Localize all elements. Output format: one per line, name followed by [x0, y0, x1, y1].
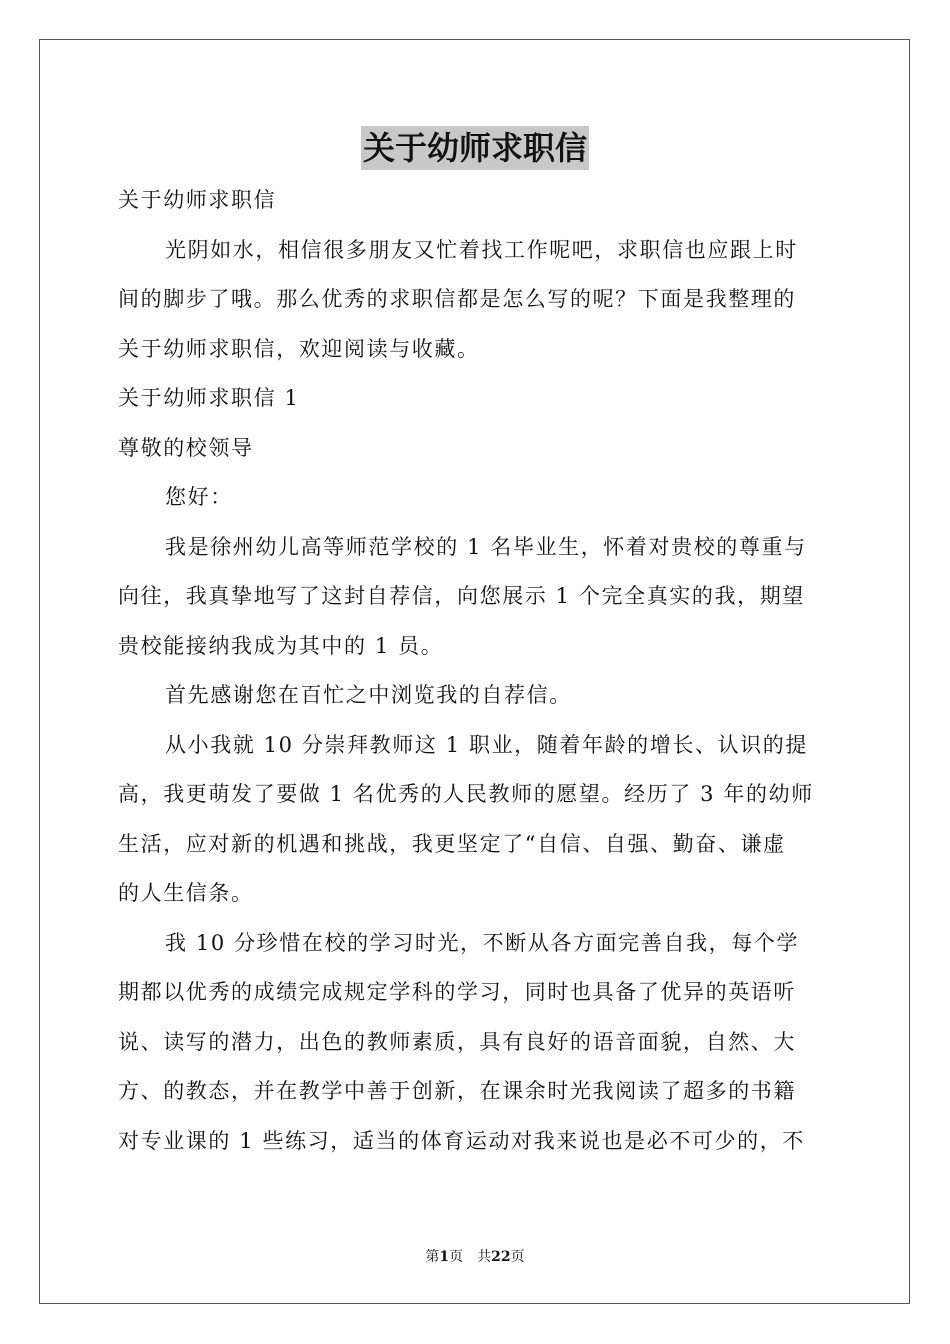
- text-line: 您好：: [165, 485, 233, 509]
- footer-suffix: 页: [510, 1249, 525, 1265]
- text-line: 高，我更萌发了要做 1 名优秀的人民教师的愿望。经历了 3 年的幼师: [118, 782, 814, 806]
- text-line: 方、的教态，并在教学中善于创新，在课余时光我阅读了超多的书籍: [118, 1079, 796, 1103]
- text-line: 首先感谢您在百忙之中浏览我的自荐信。: [165, 683, 572, 707]
- text-line: 生活，应对新的机遇和挑战，我更坚定了“自信、自强、勤奋、谦虚: [118, 831, 786, 856]
- footer-current-page: 1: [439, 1249, 450, 1265]
- text-line: 关于幼师求职信: [118, 188, 277, 212]
- text-line: 我 10 分珍惜在校的学习时光，不断从各方面完善自我，每个学: [165, 930, 800, 955]
- text-line: 贵校能接纳我成为其中的 1 员。: [118, 633, 444, 658]
- page-footer: [0, 1246, 950, 1266]
- text-line: 光阴如水，相信很多朋友又忙着找工作呢吧，求职信也应跟上时: [165, 237, 798, 262]
- footer-prefix: 第: [425, 1249, 440, 1265]
- text-line: 对专业课的 1 些练习，适当的体育运动对我来说也是必不可少的，不: [118, 1128, 805, 1153]
- text-line: 关于幼师求职信，欢迎阅读与收藏。: [118, 336, 480, 361]
- document-body: [118, 176, 838, 1166]
- footer-middle: 页 共: [449, 1249, 492, 1265]
- text-line: 期都以优秀的成绩完成规定学科的学习，同时也具备了优异的英语听: [118, 980, 796, 1004]
- text-line: 关于幼师求职信 1: [118, 386, 300, 410]
- title-container: [0, 126, 950, 170]
- text-line: 从小我就 10 分崇拜教师这 1 职业，随着年龄的增长、认识的提: [165, 732, 808, 757]
- text-line: 向往，我真挚地写了这封自荐信，向您展示 1 个完全真实的我，期望: [118, 584, 805, 608]
- text-line: 我是徐州幼儿高等师范学校的 1 名毕业生，怀着对贵校的尊重与: [165, 534, 807, 559]
- text-line: 说、读写的潜力，出色的教师素质，具有良好的语音面貌，自然、大: [118, 1029, 796, 1054]
- text-line: 尊敬的校领导: [118, 435, 254, 460]
- footer-total-pages: 22: [491, 1249, 511, 1265]
- text-line: 间的脚步了哦。那么优秀的求职信都是怎么写的呢？下面是我整理的: [118, 287, 796, 311]
- document-title: 关于幼师求职信: [361, 126, 589, 170]
- text-line: 的人生信条。: [118, 881, 254, 905]
